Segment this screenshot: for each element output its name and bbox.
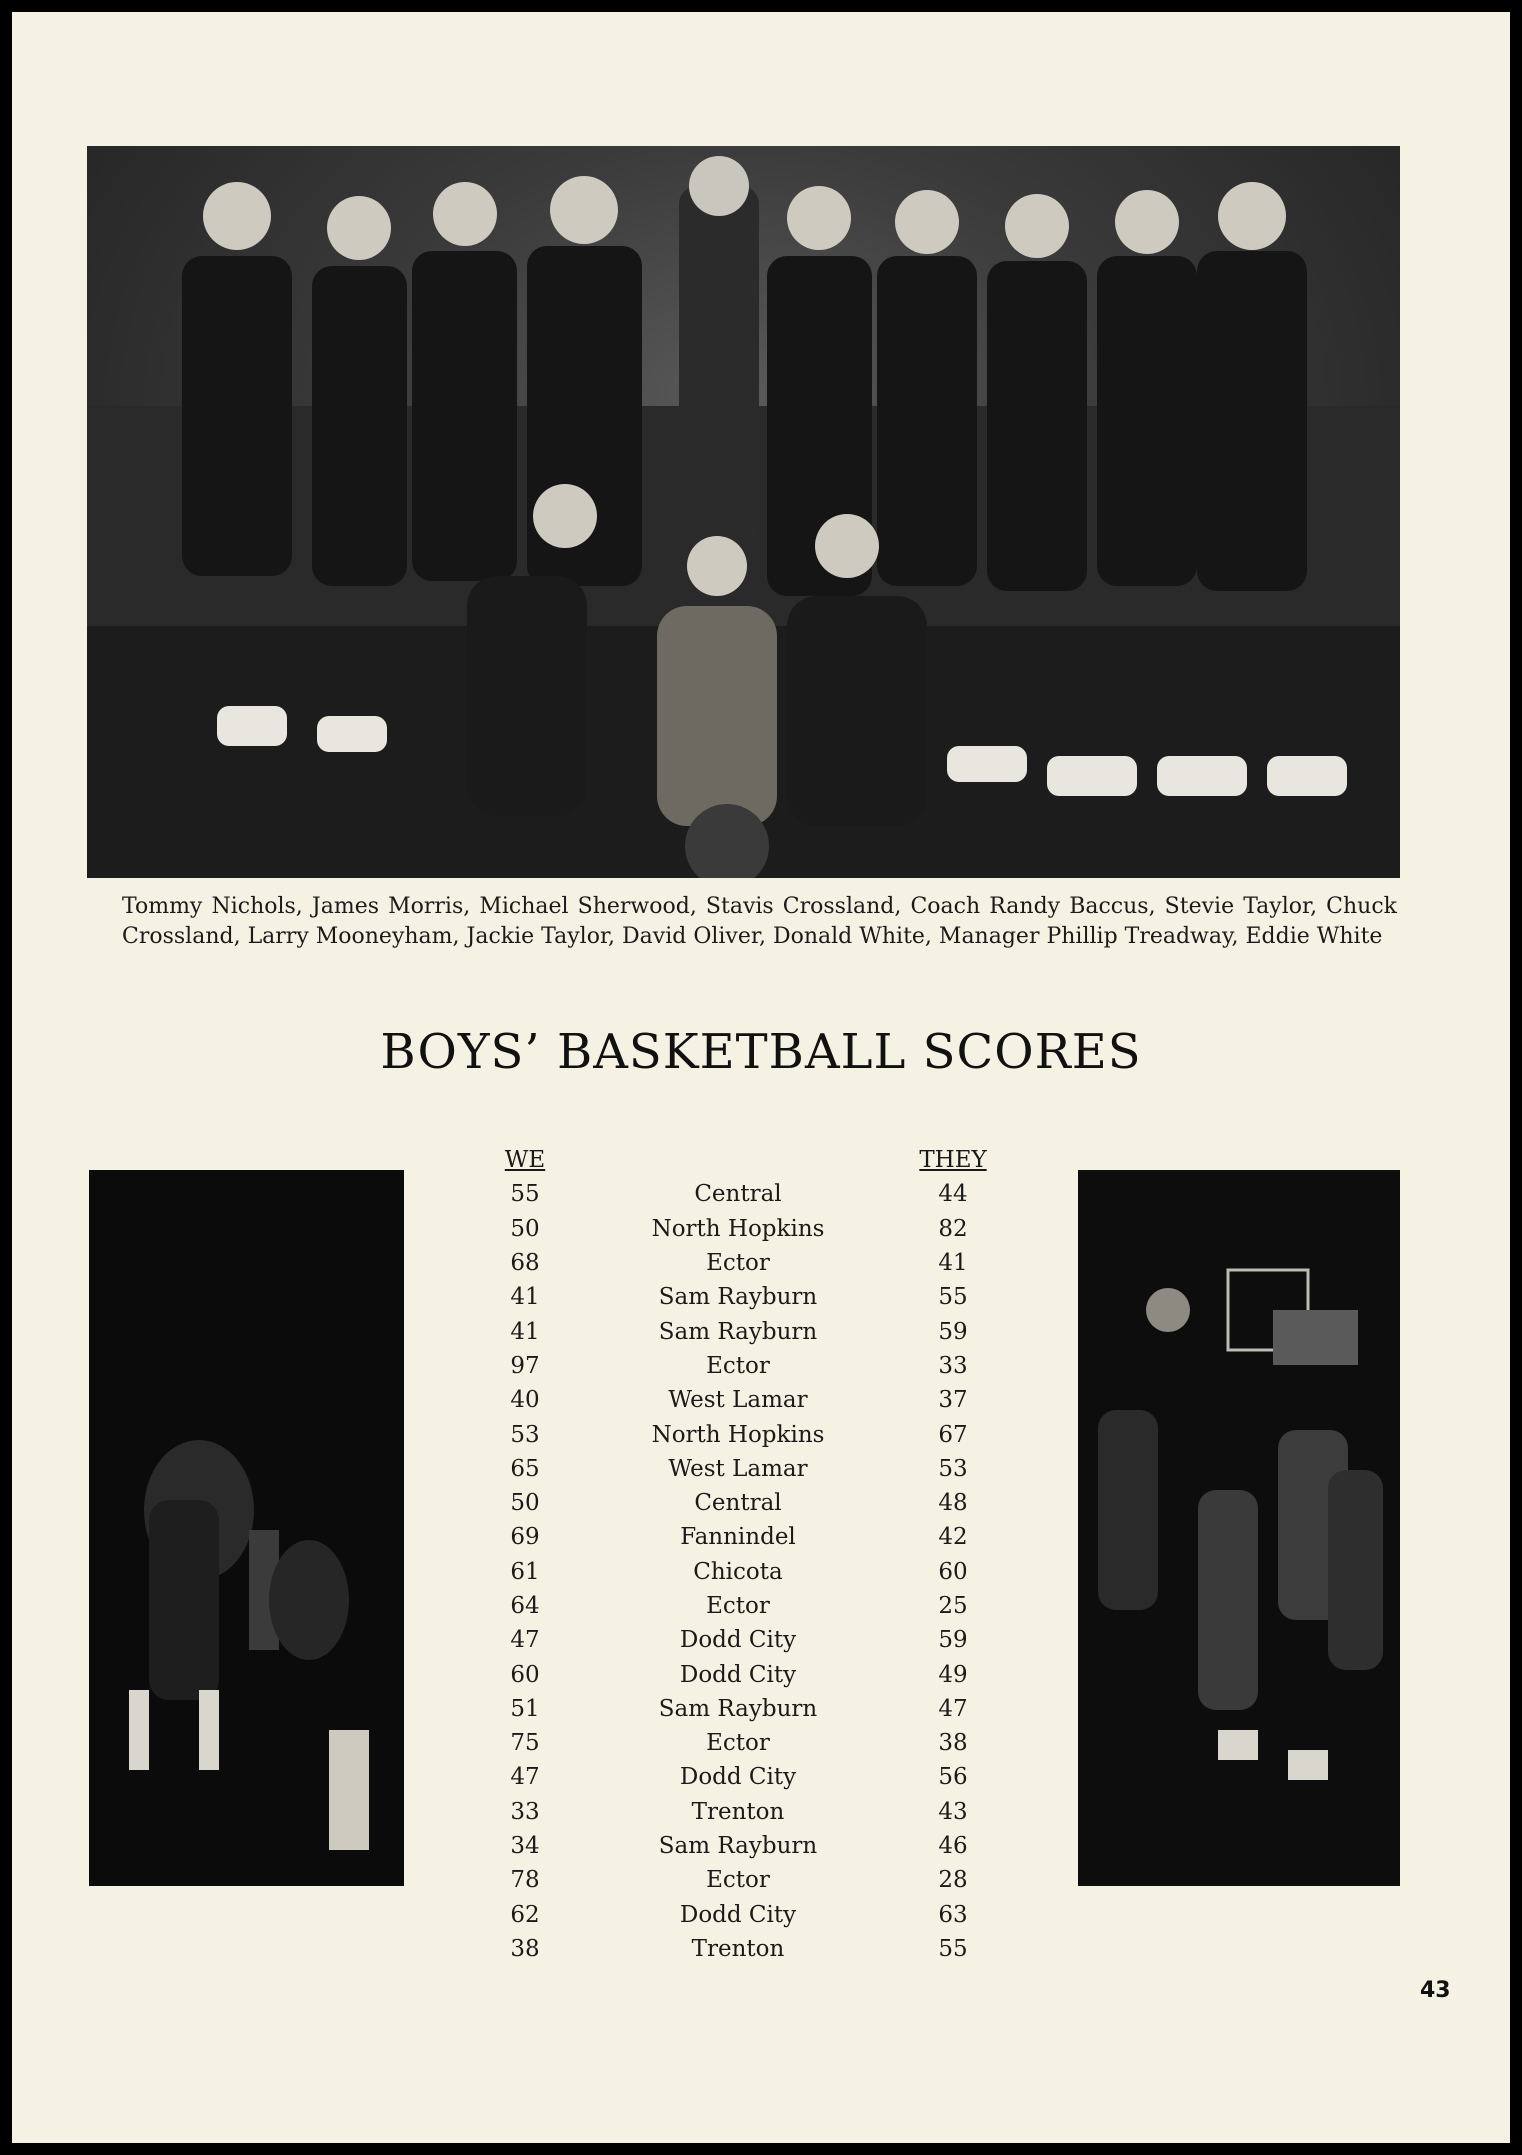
score-row [482,1589,1022,1623]
they-score: 38 [938,1730,968,1757]
they-score: 43 [938,1798,968,1825]
score-row [482,1692,1022,1726]
opponent-name: North Hopkins [651,1421,825,1448]
team-photo-caption: Tommy Nichols, James Morris, Michael Sherwood, Stavis Crossland, Coach Randy Baccus, Stevie Taylor, Chuck Crossland, Larry Mooneyham, Jackie Taylor, David Oliver, Donald White, Manager Phillip Treadway, Eddie White [122,894,1397,949]
they-score: 47 [938,1695,968,1722]
score-row [482,1898,1022,1932]
they-score: 60 [938,1558,968,1585]
opponent-name: Dodd City [679,1661,797,1688]
we-score: 33 [510,1798,540,1825]
score-row [482,1795,1022,1829]
they-score: 42 [938,1524,968,1551]
we-score: 41 [510,1318,540,1345]
we-score: 97 [510,1352,540,1379]
team-photo [87,146,1400,878]
they-score: 59 [938,1627,968,1654]
opponent-name: Central [694,1181,782,1208]
opponent-name: Dodd City [679,1901,797,1928]
opponent-name: Trenton [691,1935,785,1962]
opponent-name: Ector [706,1593,770,1619]
we-score: 50 [510,1490,540,1517]
opponent-name: Ector [706,1730,770,1757]
we-score: 78 [510,1867,540,1894]
opponent-name: Trenton [691,1798,785,1825]
opponent-name: Ector [706,1250,770,1277]
they-score: 28 [938,1867,968,1894]
score-row [482,1212,1022,1246]
opponent-name: Sam Rayburn [658,1695,818,1722]
we-score: 62 [510,1901,540,1928]
they-score: 44 [938,1181,968,1208]
opponent-name: North Hopkins [651,1215,825,1242]
score-row [482,1829,1022,1863]
they-score: 55 [938,1935,968,1962]
score-row [482,1417,1022,1451]
score-row [482,1383,1022,1417]
opponent-name: Dodd City [679,1627,797,1654]
scores-header [482,1143,1022,1177]
opponent-name: Central [694,1490,782,1517]
they-score: 49 [938,1661,968,1688]
they-score: 37 [938,1387,968,1414]
we-score: 47 [510,1764,540,1791]
game-photo-left-drawing [89,1170,404,1886]
opponent-name: Sam Rayburn [658,1318,818,1345]
opponent-name: Fannindel [680,1524,796,1551]
game-action-photo-right [1078,1170,1400,1886]
opponent-name: West Lamar [668,1455,808,1482]
page-title: BOYS’ BASKETBALL SCORES [380,1024,1142,1080]
they-score: 33 [938,1352,968,1379]
score-row [482,1452,1022,1486]
score-row [482,1177,1022,1211]
they-score: 48 [938,1490,968,1517]
game-action-photo-left [89,1170,404,1886]
we-score: 68 [510,1250,540,1277]
we-score: 34 [510,1833,540,1860]
score-row [482,1520,1022,1554]
they-score: 55 [938,1284,968,1311]
they-score: 41 [938,1250,968,1277]
opponent-name: Ector [706,1867,770,1894]
we-header: WE [504,1147,546,1174]
score-row [482,1863,1022,1897]
they-score: 82 [938,1215,968,1242]
they-score: 59 [938,1318,968,1345]
opponent-name: West Lamar [668,1387,808,1414]
team-photo-drawing [87,146,1400,878]
opponent-name: Sam Rayburn [658,1833,818,1860]
yearbook-page [12,12,1510,2143]
they-header: THEY [919,1147,987,1174]
they-score: 25 [938,1593,968,1619]
scores-table [482,1143,1022,1966]
opponent-name: Dodd City [679,1764,797,1791]
we-score: 40 [510,1387,540,1414]
score-row [482,1555,1022,1589]
score-row [482,1932,1022,1966]
score-row [482,1623,1022,1657]
we-score: 64 [510,1593,540,1619]
we-score: 61 [510,1558,540,1585]
score-row [482,1726,1022,1760]
they-score: 56 [938,1764,968,1791]
game-photo-right-drawing [1078,1170,1400,1886]
we-score: 47 [510,1627,540,1654]
score-row [482,1314,1022,1348]
opponent-name: Sam Rayburn [658,1284,818,1311]
we-score: 75 [510,1730,540,1757]
we-score: 38 [510,1935,540,1962]
they-score: 63 [938,1901,968,1928]
we-score: 55 [510,1181,540,1208]
opponent-name: Chicota [693,1558,783,1585]
we-score: 50 [510,1215,540,1242]
score-row [482,1349,1022,1383]
score-row [482,1760,1022,1794]
we-score: 60 [510,1661,540,1688]
score-row [482,1246,1022,1280]
we-score: 51 [510,1695,540,1722]
they-score: 67 [938,1421,968,1448]
they-score: 46 [938,1833,968,1860]
page-number: 43 [1420,1978,1451,2003]
we-score: 53 [510,1421,540,1448]
score-row [482,1657,1022,1691]
we-score: 41 [510,1284,540,1311]
we-score: 65 [510,1455,540,1482]
they-score: 53 [938,1455,968,1482]
we-score: 69 [510,1524,540,1551]
score-row [482,1486,1022,1520]
opponent-name: Ector [706,1352,770,1379]
score-row [482,1280,1022,1314]
